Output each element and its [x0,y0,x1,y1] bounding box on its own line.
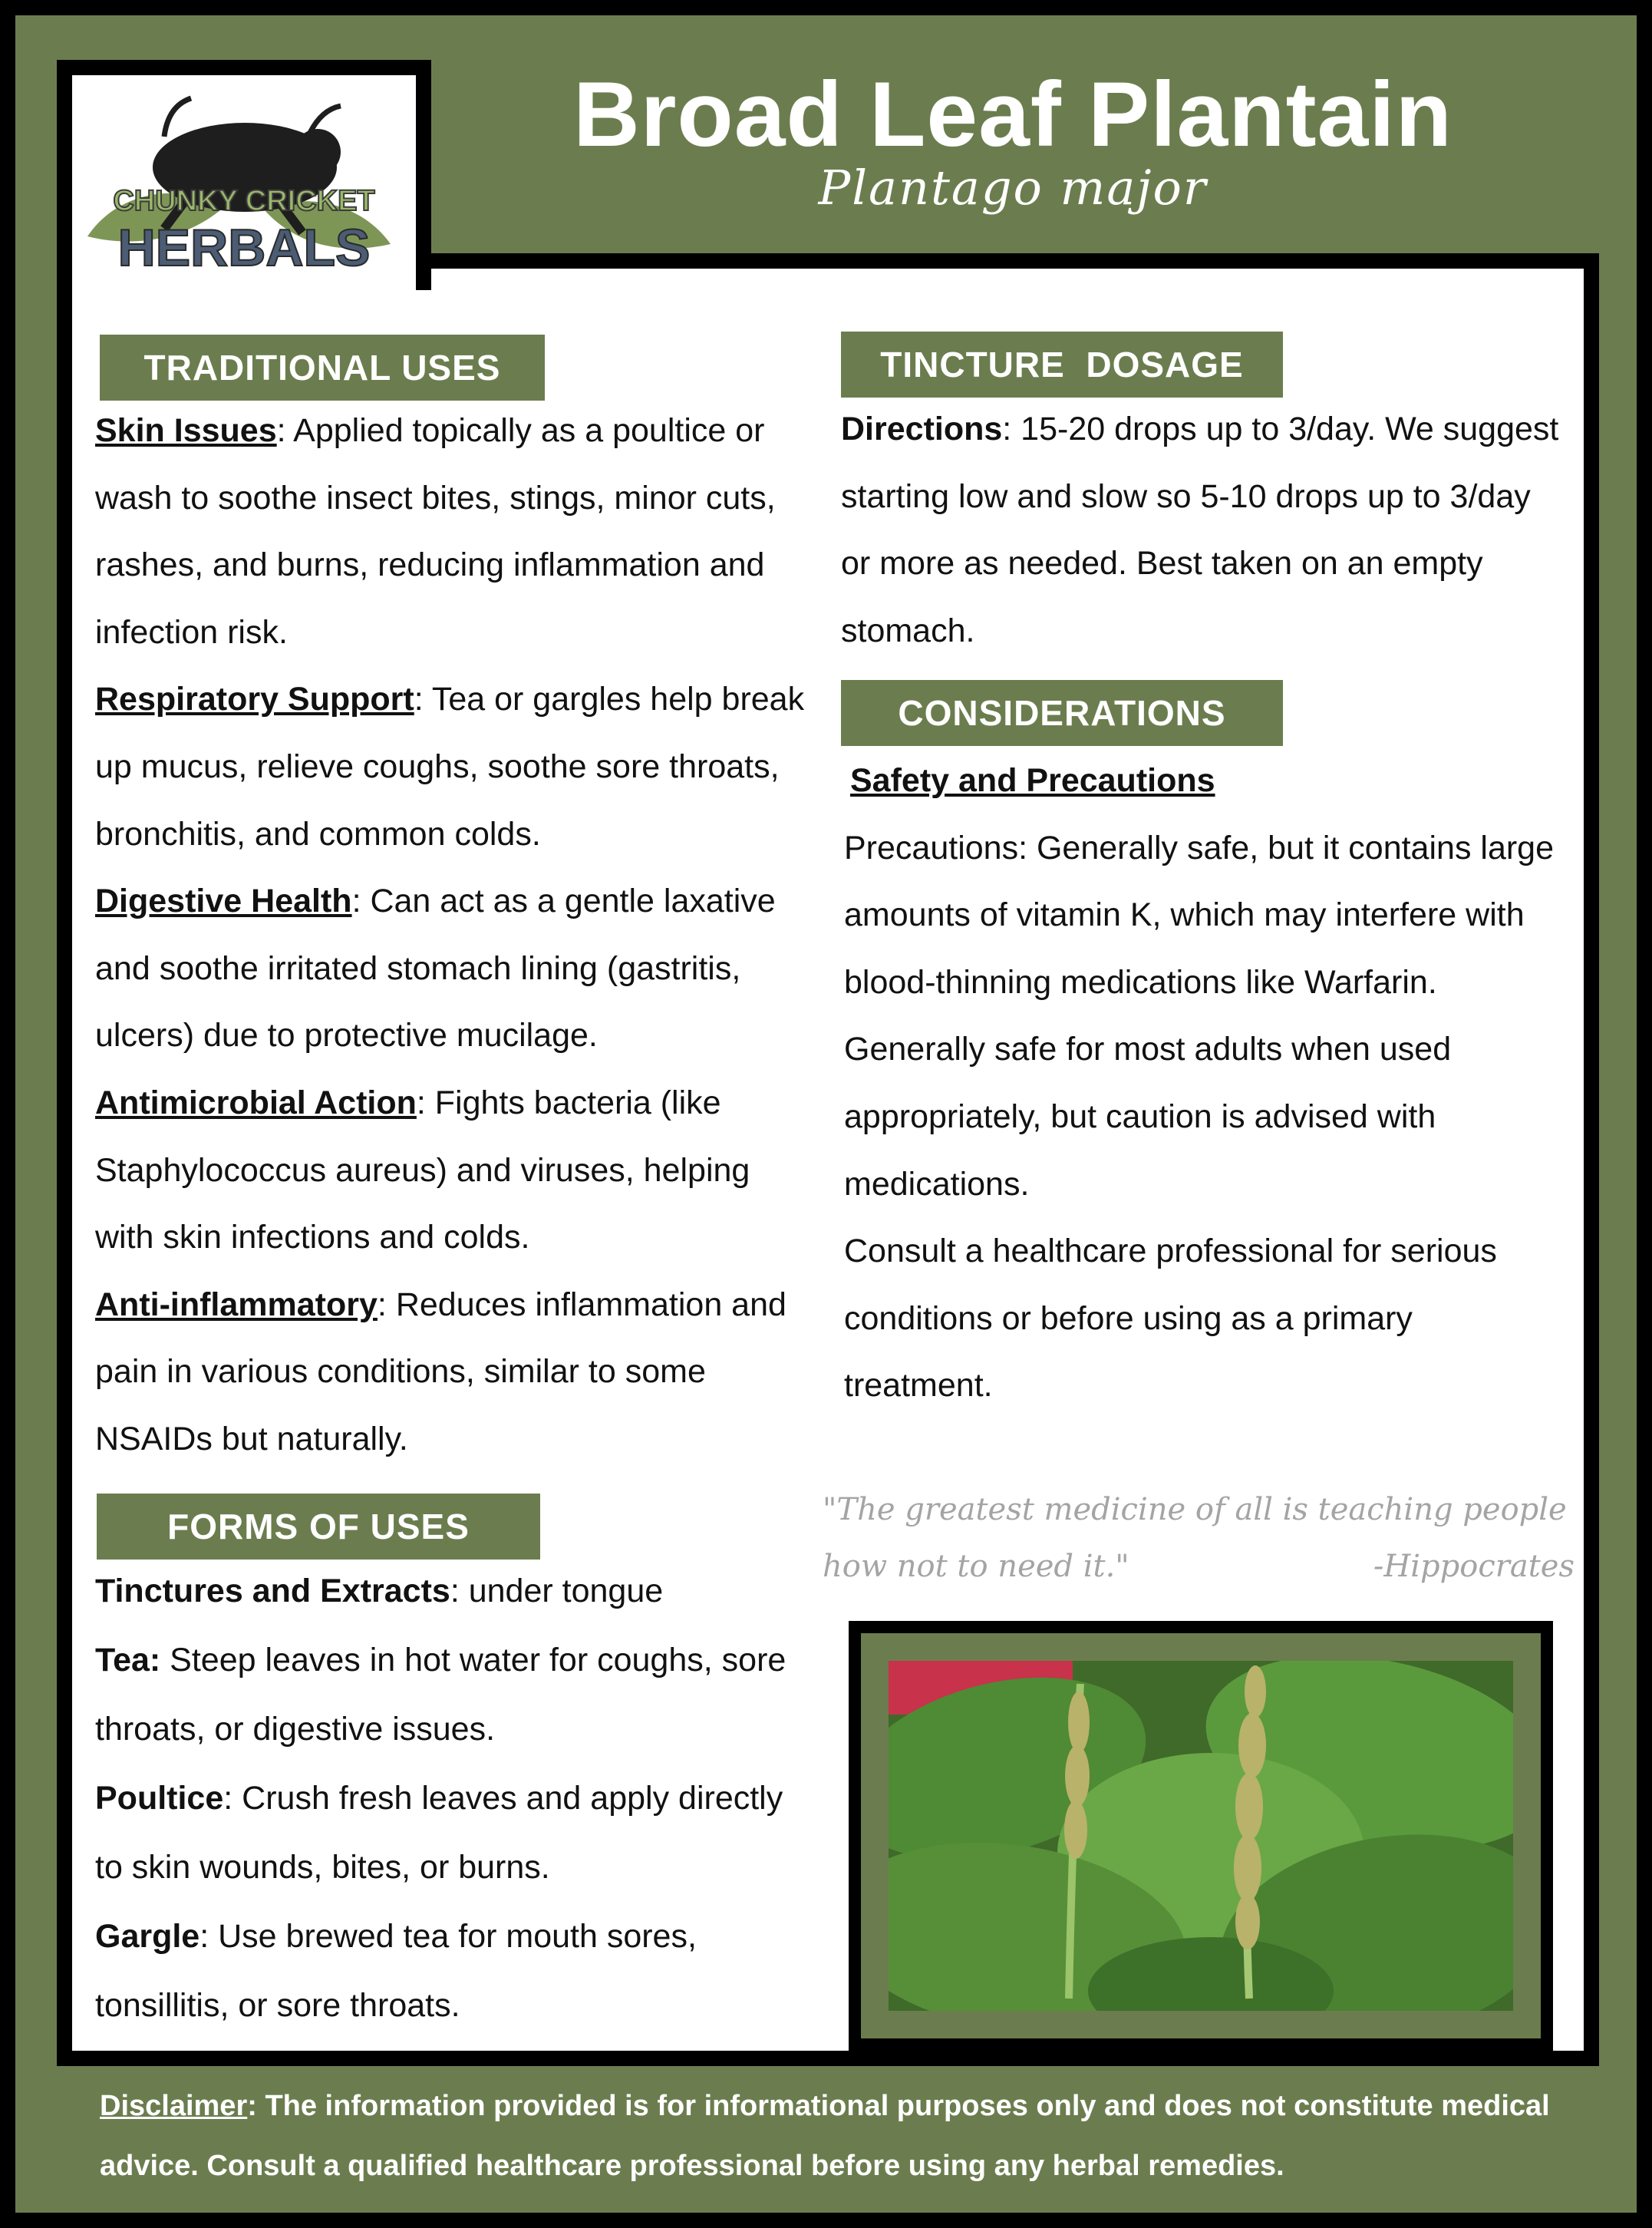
quote [823,1481,1575,1595]
item-text: Steep leaves in hot water for coughs, sore throats, or digestive issues. [95,1642,786,1748]
item-term: Anti-inflammatory [95,1286,378,1323]
list-item [95,398,809,666]
item-text: : Can act as a gentle laxative and soothe irritated stomach lining (gastritis, ulcers) due to protective mucilage. [95,883,776,1055]
tincture-dosage-heading: TINCTURE DOSAGE [841,332,1283,398]
considerations-paragraph: Generally safe for most adults when used appropriately, but caution is advised with medications. [844,1031,1452,1203]
item-term: Gargle [95,1918,200,1955]
list-item [95,868,809,1070]
list-item [95,1902,809,2040]
considerations-subheading-row [841,748,1562,815]
considerations-heading: CONSIDERATIONS [841,680,1283,746]
considerations-paragraph: Consult a healthcare professional for serious conditions or before using as a primary treatment. [844,1233,1497,1404]
list-item [95,1070,809,1272]
considerations-text [841,748,1562,1420]
list-item [95,1272,809,1474]
item-term: Tea: [95,1642,161,1678]
traditional-uses-heading: TRADITIONAL USES [100,335,545,401]
traditional-uses-list [95,398,809,1474]
plantain-photo [889,1661,1513,2011]
logo-line2: HERBALS [117,219,371,277]
forms-of-uses-heading: FORMS OF USES [97,1494,540,1560]
quote-attribution: -Hippocrates [1373,1549,1575,1584]
logo-panel [57,60,431,290]
item-term: Poultice [95,1780,224,1817]
considerations-paragraph: Precautions: Generally safe, but it contains large amounts of vitamin K, which may interfere with blood-thinning medications like Warfarin. [844,829,1555,1001]
item-term: Tinctures and Extracts [95,1573,450,1609]
item-text: : Reduces inflammation and pain in various conditions, similar to some NSAIDs but naturally. [95,1286,786,1457]
disclaimer-text: : The information provided is for informational purposes only and does not constitute medical advice. Consult a qualified healthcare professional before using any herbal remedies. [100,2090,1550,2182]
item-text: : Fights bacteria (like Staphylococcus aureus) and viruses, helping with skin infections and colds. [95,1084,750,1256]
dosage-paragraph [841,396,1562,665]
item-text: : under tongue [450,1573,664,1609]
tincture-dosage-text [841,396,1562,665]
item-text: : Use brewed tea for mouth sores, tonsillitis, or sore throats. [95,1918,697,2024]
item-text: : Applied topically as a poultice or wash to soothe insect bites, stings, minor cuts, rashes, and burns, reducing inflammation and infection risk. [95,412,776,651]
disclaimer-label: Disclaimer [100,2090,248,2122]
plantain-illustration [889,1661,1513,2011]
page-subtitle: Plantago major [818,160,1208,216]
item-term: Respiratory Support [95,681,414,718]
plant-photo-frame [849,1621,1553,2051]
considerations-subheading: Safety and Precautions [850,762,1215,799]
quote-text: "The greatest medicine of all is teaching people how not to need it." [823,1492,1567,1584]
list-item [95,1626,809,1764]
dosage-term: Directions [841,411,1003,447]
disclaimer [100,2076,1588,2196]
list-item [95,666,809,868]
item-text: : Tea or gargles help break up mucus, relieve coughs, soothe sore throats, bronchitis, and common colds. [95,681,805,853]
list-item [95,1764,809,1902]
item-term: Antimicrobial Action [95,1084,417,1121]
chunky-cricket-logo [72,75,416,290]
forms-of-uses-list [95,1556,809,2040]
item-text: : Crush fresh leaves and apply directly to skin wounds, bites, or burns. [95,1780,783,1886]
item-term: Digestive Health [95,883,352,920]
dosage-text: : 15-20 drops up to 3/day. We suggest starting low and slow so 5-10 drops up to 3/day or more as needed. Best taken on an empty stomach. [841,411,1559,649]
logo-line1: CHUNKY CRICKET [113,185,375,217]
item-term: Skin Issues [95,412,277,449]
list-item [95,1556,809,1626]
page-title: Broad Leaf Plantain [573,63,1453,166]
